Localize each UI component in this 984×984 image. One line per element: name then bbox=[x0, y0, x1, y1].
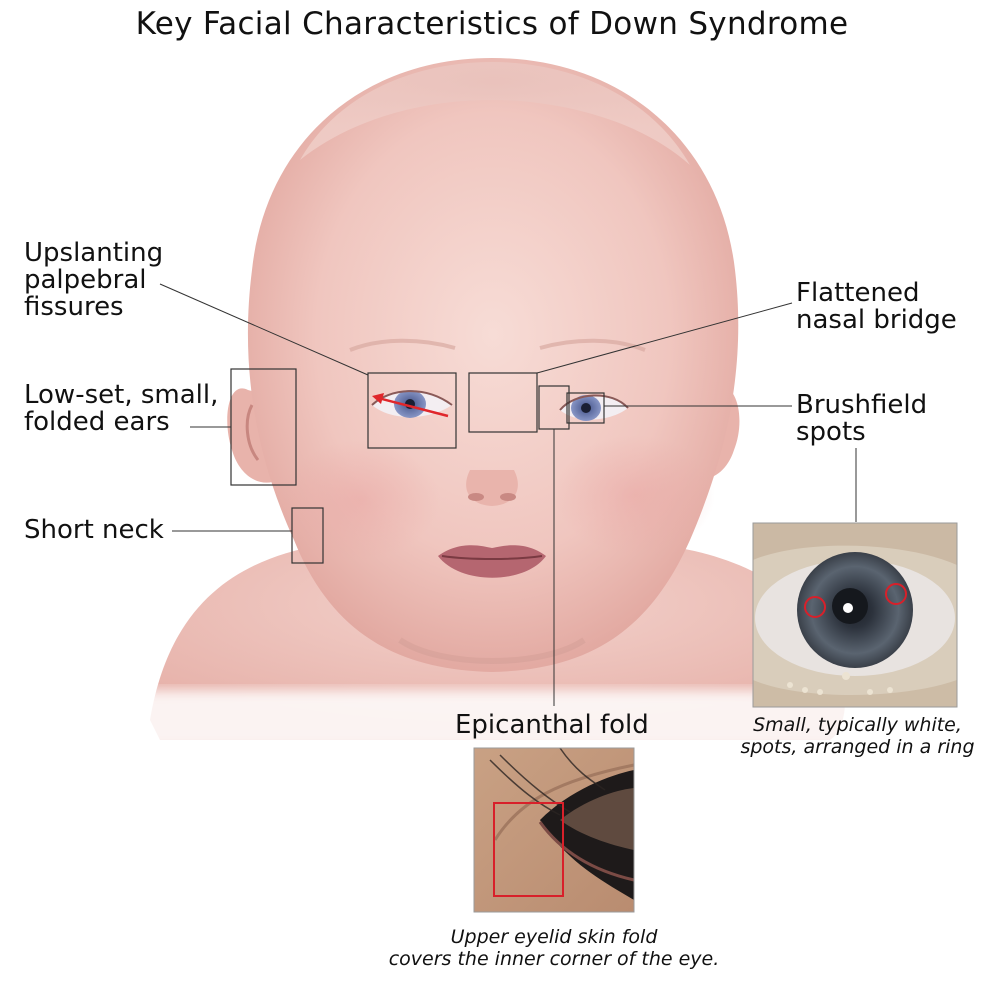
label-upslanting-line1: Upslanting bbox=[24, 238, 164, 268]
label-epicanthal: Epicanthal fold bbox=[455, 710, 649, 740]
caption-brushfield-line2: spots, arranged in a ring bbox=[740, 736, 975, 758]
label-nasal-line2: nasal bridge bbox=[796, 305, 957, 335]
caption-epicanthal-line1: Upper eyelid skin fold bbox=[450, 926, 658, 948]
label-brushfield-line2: spots bbox=[796, 417, 866, 447]
label-brushfield-line1: Brushfield bbox=[796, 390, 928, 420]
label-upslanting-line3: fissures bbox=[24, 292, 124, 322]
caption-epicanthal bbox=[374, 926, 734, 970]
label-ears-line1: Low-set, small, bbox=[24, 380, 219, 410]
epicanthal-inset bbox=[474, 748, 634, 912]
page-title: Key Facial Characteristics of Down Syndrome bbox=[135, 6, 849, 42]
caption-epicanthal-line2: covers the inner corner of the eye. bbox=[388, 948, 720, 970]
label-upslanting bbox=[24, 240, 163, 321]
label-ears-line2: folded ears bbox=[24, 407, 170, 437]
label-nasal bbox=[796, 280, 957, 334]
label-upslanting-line2: palpebral bbox=[24, 265, 147, 295]
brushfield-inset bbox=[753, 523, 957, 707]
caption-brushfield-line1: Small, typically white, bbox=[753, 714, 962, 736]
label-neck: Short neck bbox=[24, 515, 164, 545]
label-nasal-line1: Flattened bbox=[796, 278, 920, 308]
baby-head bbox=[248, 58, 738, 672]
label-ears bbox=[24, 382, 218, 436]
caption-brushfield bbox=[735, 714, 980, 758]
label-brushfield bbox=[796, 392, 927, 446]
